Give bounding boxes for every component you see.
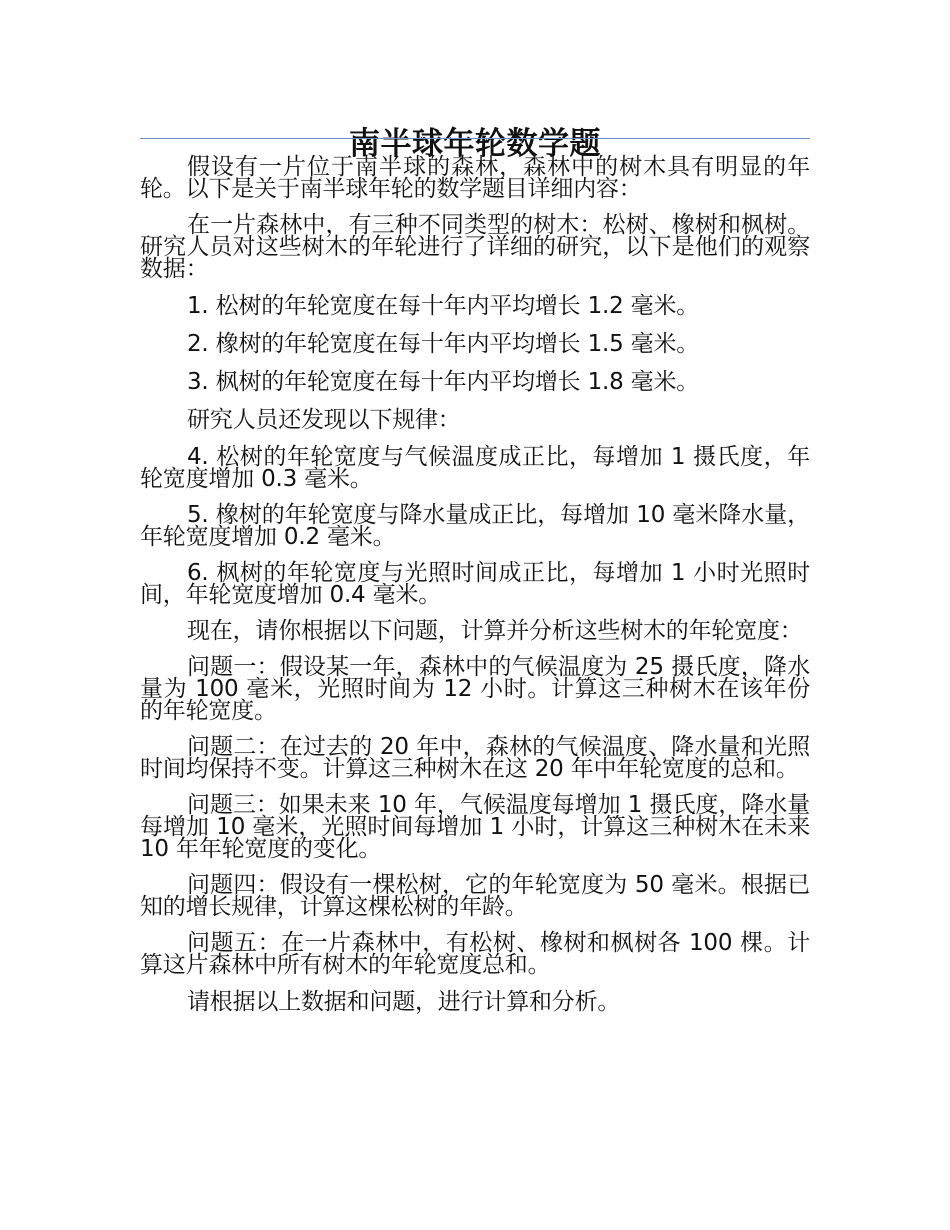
paragraph-pine-growth: 1. 松树的年轮宽度在每十年内平均增长 1.2 毫米。 xyxy=(187,293,700,319)
paragraph-questions-intro: 现在，请你根据以下问题，计算并分析这些树木的年轮宽度： xyxy=(187,618,803,644)
document-body xyxy=(140,156,810,1028)
paragraph-observation-intro: 在一片森林中，有三种不同类型的树木：松树、橡树和枫树。研究人员对这些树木的年轮进行了详细的研究，以下是他们的观察数据： xyxy=(140,212,810,282)
paragraph-closing: 请根据以上数据和问题，进行计算和分析。 xyxy=(187,989,621,1015)
paragraph-oak-growth: 2. 橡树的年轮宽度在每十年内平均增长 1.5 毫米。 xyxy=(187,331,700,357)
paragraph-maple-growth: 3. 枫树的年轮宽度在每十年内平均增长 1.8 毫米。 xyxy=(187,369,700,395)
paragraph-question-1: 问题一：假设某一年，森林中的气候温度为 25 摄氏度，降水量为 100 毫米，光照时间为 12 小时。计算这三种树木在该年份的年轮宽度。 xyxy=(140,654,810,724)
paragraph-question-3: 问题三：如果未来 10 年，气候温度每增加 1 摄氏度，降水量每增加 10 毫米，光照时间每增加 1 小时，计算这三种树木在未来 10 年年轮宽度的变化。 xyxy=(140,792,810,862)
paragraph-oak-rule: 5. 橡树的年轮宽度与降水量成正比，每增加 10 毫米降水量，年轮宽度增加 0.2 毫米。 xyxy=(140,502,810,550)
title-underline xyxy=(140,138,810,139)
paragraph-pine-rule: 4. 松树的年轮宽度与气候温度成正比，每增加 1 摄氏度，年轮宽度增加 0.3 毫米。 xyxy=(140,444,810,492)
document-title: 南半球年轮数学题 xyxy=(349,125,601,162)
paragraph-question-5: 问题五：在一片森林中，有松树、橡树和枫树各 100 棵。计算这片森林中所有树木的年轮宽度总和。 xyxy=(140,930,810,978)
paragraph-intro: 假设有一片位于南半球的森林，森林中的树木具有明显的年轮。以下是关于南半球年轮的数学题目详细内容： xyxy=(140,154,810,202)
paragraph-maple-rule: 6. 枫树的年轮宽度与光照时间成正比，每增加 1 小时光照时间，年轮宽度增加 0.4 毫米。 xyxy=(140,560,810,608)
paragraph-question-2: 问题二：在过去的 20 年中，森林的气候温度、降水量和光照时间均保持不变。计算这三种树木在这 20 年中年轮宽度的总和。 xyxy=(140,734,810,782)
paragraph-question-4: 问题四：假设有一棵松树，它的年轮宽度为 50 毫米。根据已知的增长规律，计算这棵松树的年龄。 xyxy=(140,872,810,920)
paragraph-rules-intro: 研究人员还发现以下规律： xyxy=(187,407,461,433)
